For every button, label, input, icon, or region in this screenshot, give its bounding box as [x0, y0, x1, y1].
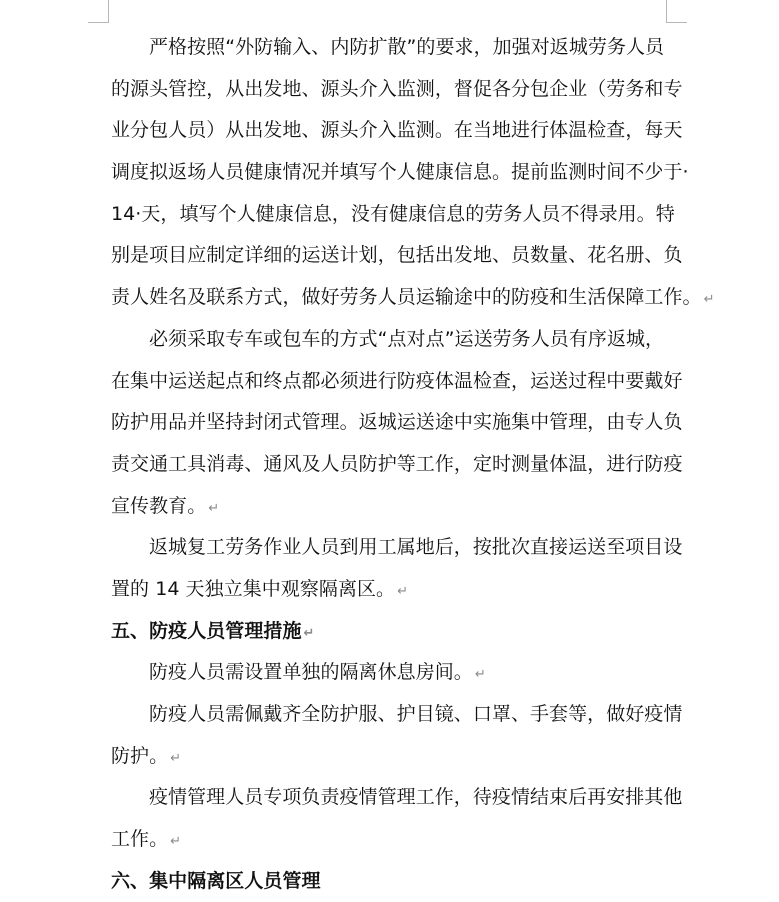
text-line: [111, 486, 671, 528]
text-line: [111, 527, 683, 569]
line-text: 置的 14 天独立集中观察隔离区。: [111, 577, 396, 600]
line-text: 的源头管控，从出发地、源头介入监测，督促各分包企业（劳务和专: [111, 77, 683, 100]
line-text: 疫情管理人员专项负责疫情管理工作，待疫情结束后再安排其他: [149, 786, 683, 809]
line-text: 必须采取专车或包车的方式“点对点”运送劳务人员有序返城，: [149, 327, 665, 350]
text-line: [111, 152, 689, 194]
line-text: 防护。: [111, 744, 169, 767]
text-line: [111, 777, 683, 819]
line-text: 别是项目应制定详细的运送计划，包括出发地、员数量、花名册、负: [111, 244, 683, 267]
text-line: [111, 736, 671, 778]
paragraph-mark-icon: ↵: [208, 500, 220, 516]
top-left-crop-mark: [88, 0, 109, 23]
text-line: [111, 194, 675, 236]
paragraph-mark-icon: ↵: [474, 667, 486, 683]
paragraph-mark-icon: ↵: [397, 583, 409, 599]
text-line: [111, 402, 683, 444]
section-heading: [111, 611, 671, 653]
line-text: 在集中运送起点和终点都必须进行防疫体温检查，运送过程中要戴好: [111, 369, 683, 392]
document-body[interactable]: [111, 27, 715, 902]
line-text: 严格按照“外防输入、内防扩散”的要求，加强对返城劳务人员: [149, 36, 665, 58]
line-text: 六、集中隔离区人员管理: [111, 869, 321, 892]
top-right-crop-mark: [666, 0, 687, 23]
paragraph-mark-icon: ↵: [170, 834, 182, 850]
text-line: [111, 569, 671, 611]
paragraph-mark-icon: ↵: [170, 750, 182, 766]
text-line: [111, 694, 683, 736]
line-text: 返城复工劳务作业人员到用工属地后，按批次直接运送至项目设: [149, 536, 683, 559]
text-line: [111, 319, 671, 361]
line-text: 责人姓名及联系方式，做好劳务人员运输途中的防疫和生活保障工作。: [111, 286, 702, 309]
section-heading: [111, 861, 671, 902]
text-line: [111, 69, 683, 111]
line-text: 宣传教育。: [111, 494, 207, 517]
line-text: 责交通工具消毒、通风及人员防护等工作，定时测量体温，进行防疫: [111, 452, 683, 475]
line-text: 五、防疫人员管理措施: [111, 619, 302, 642]
line-text: 调度拟返场人员健康情况并填写个人健康信息。提前监测时间不少于·: [111, 161, 689, 184]
line-text: 业分包人员）从出发地、源头介入监测。在当地进行体温检查，每天: [111, 119, 683, 142]
text-line: [111, 235, 683, 277]
text-line: [111, 361, 683, 403]
text-line: [111, 444, 683, 486]
line-text: 防疫人员需佩戴齐全防护服、护目镜、口罩、手套等，做好疫情: [149, 703, 683, 725]
line-text: 工作。: [111, 828, 169, 851]
text-line: [111, 819, 671, 861]
text-line: [111, 110, 683, 152]
line-text: 14·天，填写个人健康信息，没有健康信息的劳务人员不得录用。特: [111, 202, 675, 225]
text-line: [111, 652, 671, 694]
paragraph-mark-icon: ↵: [703, 292, 715, 308]
paragraph-mark-icon: ↵: [303, 625, 315, 641]
line-text: 防疫人员需设置单独的隔离休息房间。: [149, 661, 473, 684]
line-text: 防护用品并坚持封闭式管理。返城运送途中实施集中管理，由专人负: [111, 411, 683, 434]
text-line: [111, 277, 715, 319]
text-line: [111, 27, 671, 69]
